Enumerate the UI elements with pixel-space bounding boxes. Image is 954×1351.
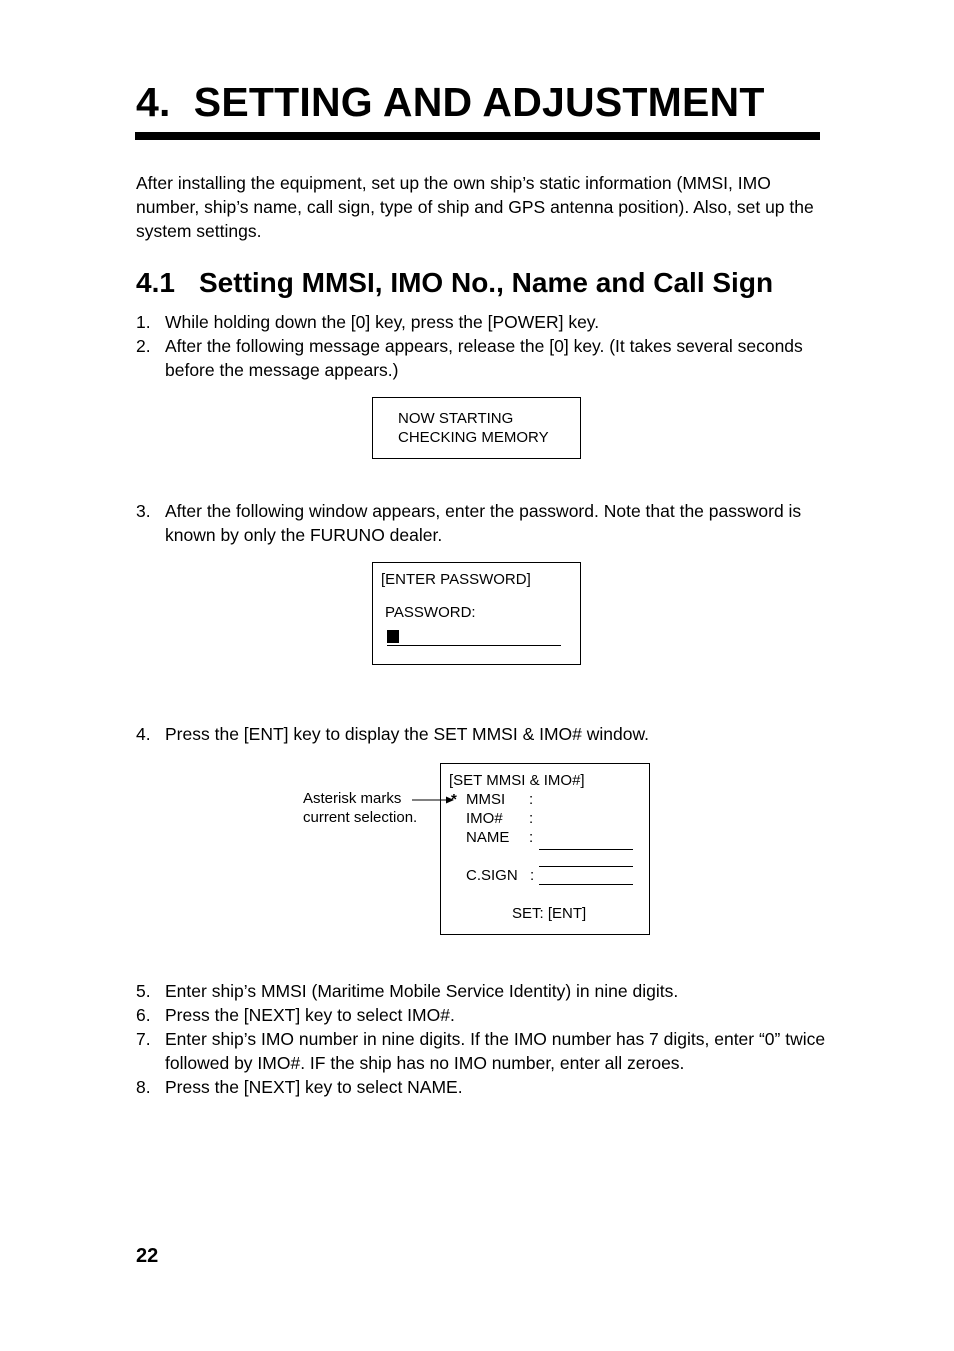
imo-label: IMO# — [466, 810, 503, 827]
step-text: Press the [ENT] key to display the SET MMSI & IMO# window. — [165, 724, 650, 744]
step-text: Enter ship’s MMSI (Maritime Mobile Service Identity) in nine digits. — [165, 981, 679, 1001]
chapter-number: 4. — [136, 79, 171, 125]
mmsi-colon: : — [529, 791, 534, 808]
section-number: 4.1 — [136, 267, 175, 298]
annotation-line-1: Asterisk marks — [303, 790, 402, 807]
step-number: 6. — [136, 1005, 151, 1025]
step-number: 2. — [136, 336, 151, 356]
imo-colon: : — [529, 810, 534, 827]
annotation-line-2: current selection. — [303, 809, 418, 826]
csign-label: C.SIGN — [466, 867, 518, 884]
step-text: Press the [NEXT] key to select IMO#. — [165, 1005, 455, 1025]
mmsi-label: MMSI — [466, 791, 506, 808]
set-label: SET: [ENT] — [512, 905, 587, 922]
step-number: 1. — [136, 312, 151, 332]
step-number: 3. — [136, 501, 151, 521]
step-1 — [136, 310, 826, 334]
step-5 — [136, 979, 826, 1003]
annotation-text — [303, 789, 417, 827]
password-screen — [372, 562, 581, 665]
startup-screen — [372, 397, 581, 459]
intro-paragraph: After installing the equipment, set up the own ship’s static information (MMSI, IMO number, ship’s name, call sign, type of ship and GPS antenna position). Also, set up the system settings. — [136, 173, 814, 241]
step-2 — [136, 334, 826, 382]
step-text: After the following window appears, enter the password. Note that the password is known by only the FURUNO dealer. — [165, 501, 802, 545]
page-number: 22 — [136, 1245, 159, 1267]
step-7 — [136, 1027, 826, 1075]
step-number: 7. — [136, 1029, 151, 1049]
chapter-rule — [135, 132, 820, 140]
step-3 — [136, 499, 826, 547]
step-number: 5. — [136, 981, 151, 1001]
startup-line-2: CHECKING MEMORY — [398, 429, 549, 446]
step-4 — [136, 722, 826, 746]
name-field-line-1 — [539, 849, 633, 850]
csign-field-line — [539, 884, 633, 885]
step-8 — [136, 1075, 826, 1099]
name-field-line-2 — [539, 866, 633, 867]
step-number: 4. — [136, 724, 151, 744]
input-cursor — [387, 630, 399, 643]
step-text: After the following message appears, release the [0] key. (It takes several seconds before the message appears.) — [165, 336, 803, 380]
name-label: NAME — [466, 829, 510, 846]
section-title — [136, 264, 773, 302]
password-screen-title: [ENTER PASSWORD] — [381, 571, 531, 588]
chapter-title-text: SETTING AND ADJUSTMENT — [193, 79, 765, 125]
step-number: 8. — [136, 1077, 151, 1097]
password-label: PASSWORD: — [385, 604, 476, 621]
mmsi-screen — [440, 763, 650, 935]
step-text: Enter ship’s IMO number in nine digits. If the IMO number has 7 digits, enter “0” twice followed by IMO#. IF the ship has no IMO number, enter all zeroes. — [165, 1029, 826, 1073]
csign-colon: : — [530, 867, 535, 884]
section-title-text: Setting MMSI, IMO No., Name and Call Sign — [199, 267, 774, 298]
step-text: While holding down the [0] key, press the [POWER] key. — [165, 312, 600, 332]
name-colon: : — [529, 829, 534, 846]
step-6 — [136, 1003, 826, 1027]
step-text: Press the [NEXT] key to select NAME. — [165, 1077, 463, 1097]
mmsi-screen-title: [SET MMSI & IMO#] — [449, 772, 585, 789]
startup-line-1: NOW STARTING — [398, 410, 514, 427]
asterisk-marker: * — [451, 791, 457, 808]
password-field-line — [387, 645, 561, 646]
chapter-title — [136, 76, 765, 128]
